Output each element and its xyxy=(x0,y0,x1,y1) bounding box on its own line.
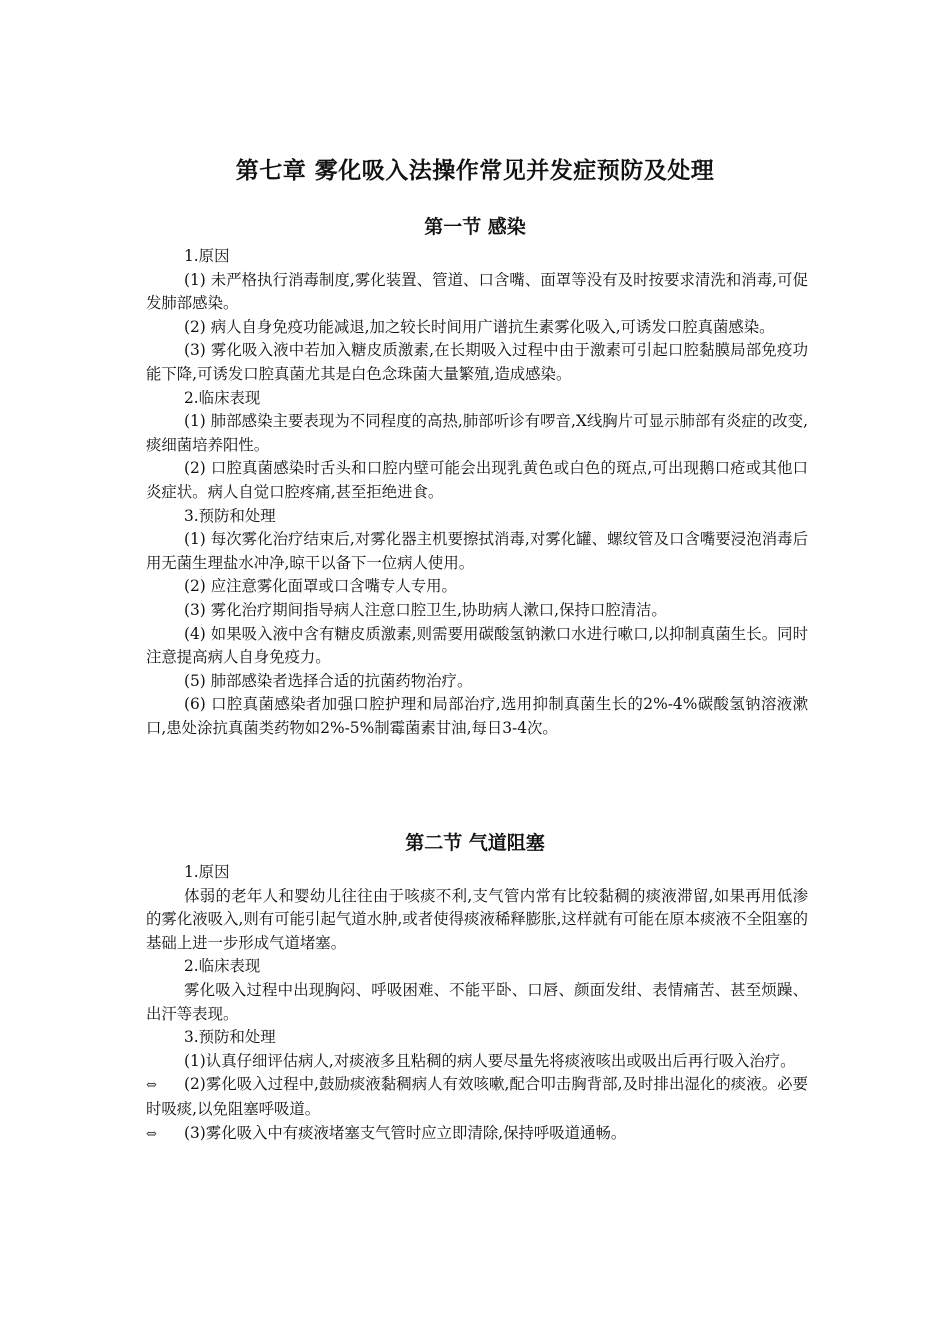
prevention-item-text: (2)雾化吸入过程中,鼓励痰液黏稠病人有效咳嗽,配合叩击胸背部,及时排出湿化的痰液。必要时吸痰,以免阻塞呼吸道。 xyxy=(146,1075,808,1118)
prevention-item xyxy=(146,1073,808,1121)
section-body-infection xyxy=(146,245,808,740)
cause-item: (3) 雾化吸入液中若加入糖皮质激素,在长期吸入过程中由于激素可引起口腔黏膜局部免疫功能下降,可诱发口腔真菌尤其是白色念珠菌大量繁殖,造成感染。 xyxy=(146,341,808,383)
prevention-heading: 3.预防和处理 xyxy=(184,1028,276,1047)
prevention-item: (1)认真仔细评估病人,对痰液多且粘稠的病人要尽量先将痰液咳出或吸出后再行吸入治疗。 xyxy=(184,1051,796,1070)
prevention-item: (2) 应注意雾化面罩或口含嘴专人专用。 xyxy=(184,577,457,596)
cause-item: (1) 未严格执行消毒制度,雾化装置、管道、口含嘴、面罩等没有及时按要求清洗和消毒,可促发肺部感染。 xyxy=(146,270,808,313)
cause-item: (2) 病人自身免疫功能减退,加之较长时间用广谱抗生素雾化吸入,可诱发口腔真菌感染。 xyxy=(184,317,775,336)
prevention-item: (6) 口腔真菌感染者加强口腔护理和局部治疗,选用抑制真菌生长的2%-4%碳酸氢钠溶液漱口,患处涂抗真菌类药物如2%-5%制霉菌素甘油,每日3-4次。 xyxy=(146,695,808,737)
prevention-item xyxy=(146,1122,808,1147)
clinical-item: (2) 口腔真菌感染时舌头和口腔内壁可能会出现乳黄色或白色的斑点,可出现鹅口疮或其他口炎症状。病人自觉口腔疼痛,甚至拒绝进食。 xyxy=(146,459,808,501)
clinical-item: (1) 肺部感染主要表现为不同程度的高热,肺部听诊有啰音,X线胸片可显示肺部有炎症的改变,痰细菌培养阳性。 xyxy=(146,412,808,454)
cause-heading: 1.原因 xyxy=(184,247,230,265)
clinical-item: 雾化吸入过程中出现胸闷、呼吸困难、不能平卧、口唇、颜面发绀、表情痛苦、甚至烦躁、出汗等表现。 xyxy=(146,980,808,1023)
prevention-item-text: (3)雾化吸入中有痰液堵塞支气管时应立即清除,保持呼吸道通畅。 xyxy=(184,1123,627,1142)
cause-item: 体弱的老年人和婴幼儿往往由于咳痰不利,支气管内常有比较黏稠的痰液滞留,如果再用低渗的雾化液吸入,则有可能引起气道水肿,或者使得痰液稀释膨胀,这样就有可能在原本痰液不全阻塞的基础上进一步形成气道堵塞。 xyxy=(146,886,808,952)
prevention-item: (3) 雾化治疗期间指导病人注意口腔卫生,协助病人漱口,保持口腔清洁。 xyxy=(184,600,667,619)
list-marker-icon: ⇔ xyxy=(146,1126,157,1142)
section-body-airway-obstruction xyxy=(146,861,808,1146)
cause-heading: 1.原因 xyxy=(184,863,230,881)
prevention-item: (4) 如果吸入液中含有糖皮质激素,则需要用碳酸氢钠漱口水进行嗽口,以抑制真菌生长。同时注意提高病人自身免疫力。 xyxy=(146,624,808,667)
clinical-heading: 2.临床表现 xyxy=(184,388,261,407)
prevention-item: (5) 肺部感染者选择合适的抗菌药物治疗。 xyxy=(184,671,473,690)
prevention-heading: 3.预防和处理 xyxy=(184,506,276,525)
section-title-airway-obstruction: 第二节 气道阻塞 xyxy=(405,832,545,854)
chapter-title: 第七章 雾化吸入法操作常见并发症预防及处理 xyxy=(235,158,715,184)
list-marker-icon: ⇔ xyxy=(146,1078,157,1094)
prevention-item: (1) 每次雾化治疗结束后,对雾化器主机要擦拭消毒,对雾化罐、螺纹管及口含嘴要浸泡消毒后用无菌生理盐水冲净,晾干以备下一位病人使用。 xyxy=(146,530,808,572)
section-title-infection: 第一节 感染 xyxy=(424,216,526,238)
clinical-heading: 2.临床表现 xyxy=(184,957,261,976)
